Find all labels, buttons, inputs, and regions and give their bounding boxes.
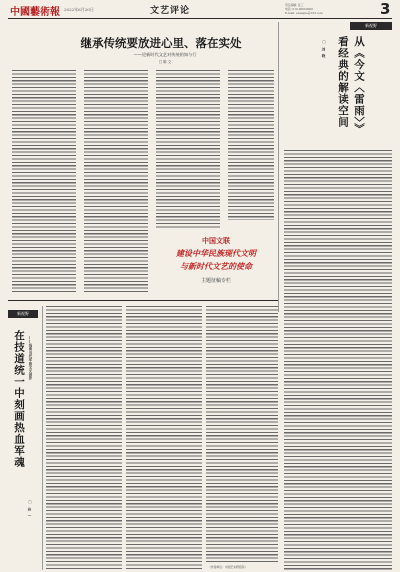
masthead-rule xyxy=(8,18,392,19)
section-title: 文艺评论 xyxy=(150,6,191,16)
editor-line: 责任编辑: 张三 xyxy=(285,3,304,7)
page-number: 3 xyxy=(380,0,391,18)
right-author: □ 刘 晓 xyxy=(322,40,326,59)
promo-line-1: 建设中华民族现代文明 xyxy=(176,248,256,258)
promo-line-2: 与新时代文艺的使命 xyxy=(180,261,252,271)
issue-date: 2022年6月20日 xyxy=(64,7,94,12)
right-body xyxy=(284,150,392,570)
left-author: □ 孙 一 xyxy=(28,500,32,519)
right-tag: 新视野 xyxy=(350,22,392,30)
section-rule xyxy=(8,300,278,301)
lead-title: 继承传统要放进心里、落在实处 xyxy=(80,36,242,50)
bottom-col-1 xyxy=(46,306,122,570)
promo-box xyxy=(158,234,274,296)
lead-col-1 xyxy=(12,70,76,294)
right-title-part1: 从 xyxy=(353,36,365,48)
column-divider xyxy=(278,22,279,312)
newspaper-logo: 中國藝術報 xyxy=(10,7,60,18)
right-title-quote: 《今文〈雷雨〉》 xyxy=(353,47,365,135)
editor-info xyxy=(285,3,323,15)
left-subtitle: ——浅谈当代军旅文艺创作 xyxy=(28,336,32,381)
footnote: （作者单位：中国艺术研究院） xyxy=(208,565,248,569)
promo-line-3: 主题征稿专栏 xyxy=(200,278,231,284)
right-title xyxy=(352,36,367,146)
phone-line: 电话: 010-00000000 xyxy=(285,7,313,11)
bottom-col-3 xyxy=(206,306,278,564)
left-divider xyxy=(42,306,43,570)
lead-subtitle: ——论新时代文艺对传统的知与行 xyxy=(133,52,197,57)
promo-brand: 中国文联 xyxy=(202,236,230,245)
left-title: 在技道统一中刻画热血军魂 xyxy=(13,330,25,468)
lead-col-3 xyxy=(156,70,220,230)
lead-col-2 xyxy=(84,70,148,294)
bottom-col-2 xyxy=(126,306,202,570)
left-tag: 新视野 xyxy=(8,310,38,318)
lead-col-4 xyxy=(228,70,274,220)
masthead xyxy=(0,0,400,18)
lead-author: □ 陈 文 xyxy=(158,60,172,64)
email-line: E-mail: example@163.com xyxy=(285,11,323,15)
right-title-2: 看经典的解读空间 xyxy=(337,36,349,128)
